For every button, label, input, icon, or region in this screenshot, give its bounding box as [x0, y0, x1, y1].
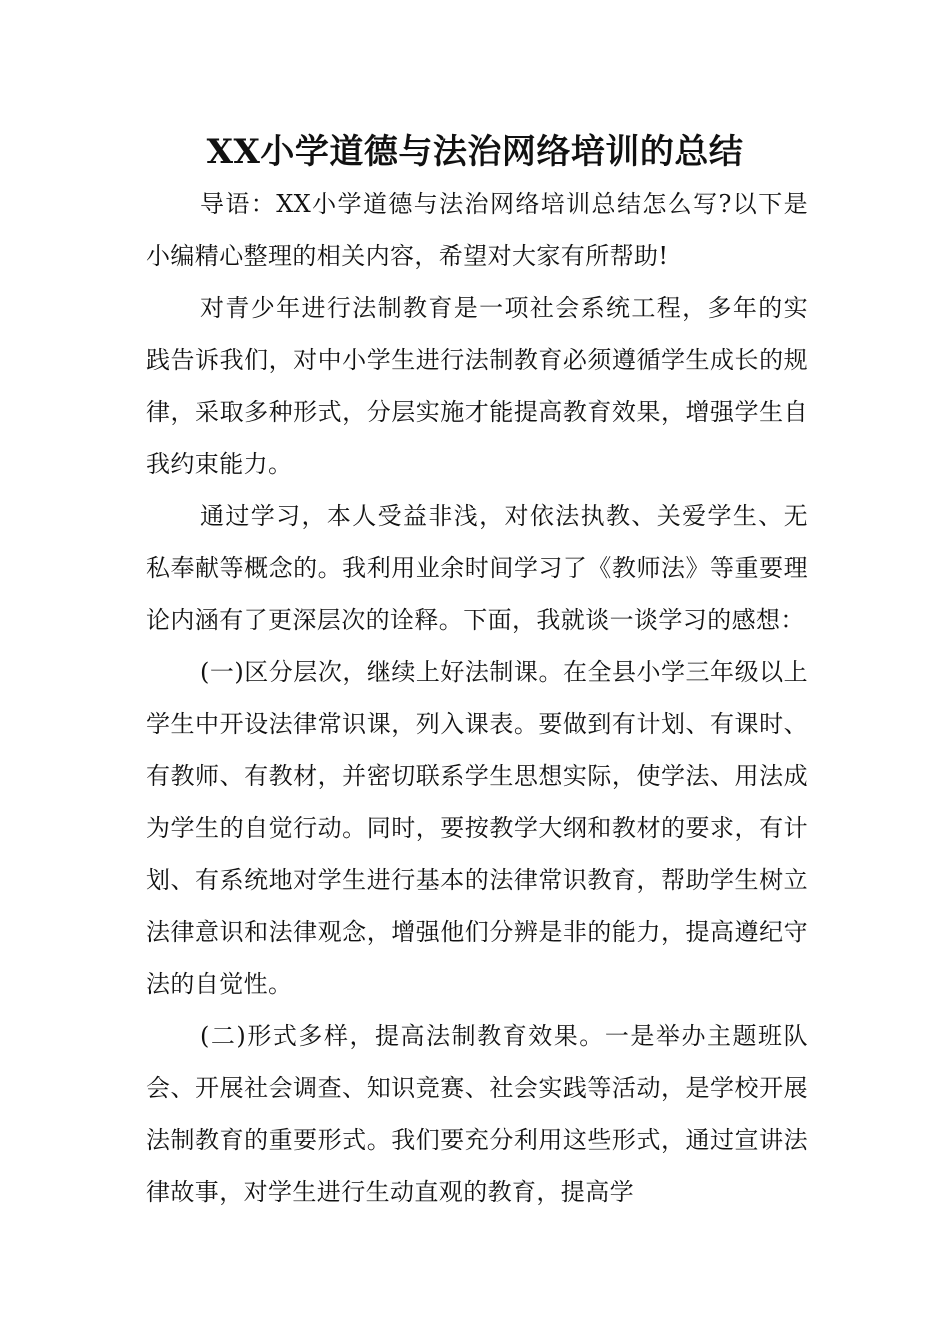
document-body: [146, 178, 808, 1218]
document-title: XX小学道德与法治网络培训的总结: [206, 132, 744, 172]
intro-paragraph: 导语：XX小学道德与法治网络培训总结怎么写?以下是小编精心整理的相关内容，希望对大家有所帮助!: [146, 190, 808, 270]
body-paragraph: 对青少年进行法制教育是一项社会系统工程，多年的实践告诉我们，对中小学生进行法制教育必须遵循学生成长的规律，采取多种形式，分层实施才能提高教育效果，增强学生自我约束能力。: [146, 294, 808, 478]
body-paragraph: 通过学习，本人受益非浅，对依法执教、关爱学生、无私奉献等概念的。我利用业余时间学习了《教师法》等重要理论内涵有了更深层次的诠释。下面，我就谈一谈学习的感想：: [146, 502, 808, 634]
section-two-paragraph: (二)形式多样，提高法制教育效果。一是举办主题班队会、开展社会调查、知识竞赛、社会实践等活动，是学校开展法制教育的重要形式。我们要充分利用这些形式，通过宣讲法律故事，对学生进行生动直观的教育，提高学: [146, 1022, 808, 1206]
section-one-paragraph: (一)区分层次，继续上好法制课。在全县小学三年级以上学生中开设法律常识课，列入课表。要做到有计划、有课时、有教师、有教材，并密切联系学生思想实际，使学法、用法成为学生的自觉行动。同时，要按教学大纲和教材的要求，有计划、有系统地对学生进行基本的法律常识教育，帮助学生树立法律意识和法律观念，增强他们分辨是非的能力，提高遵纪守法的自觉性。: [146, 658, 808, 998]
